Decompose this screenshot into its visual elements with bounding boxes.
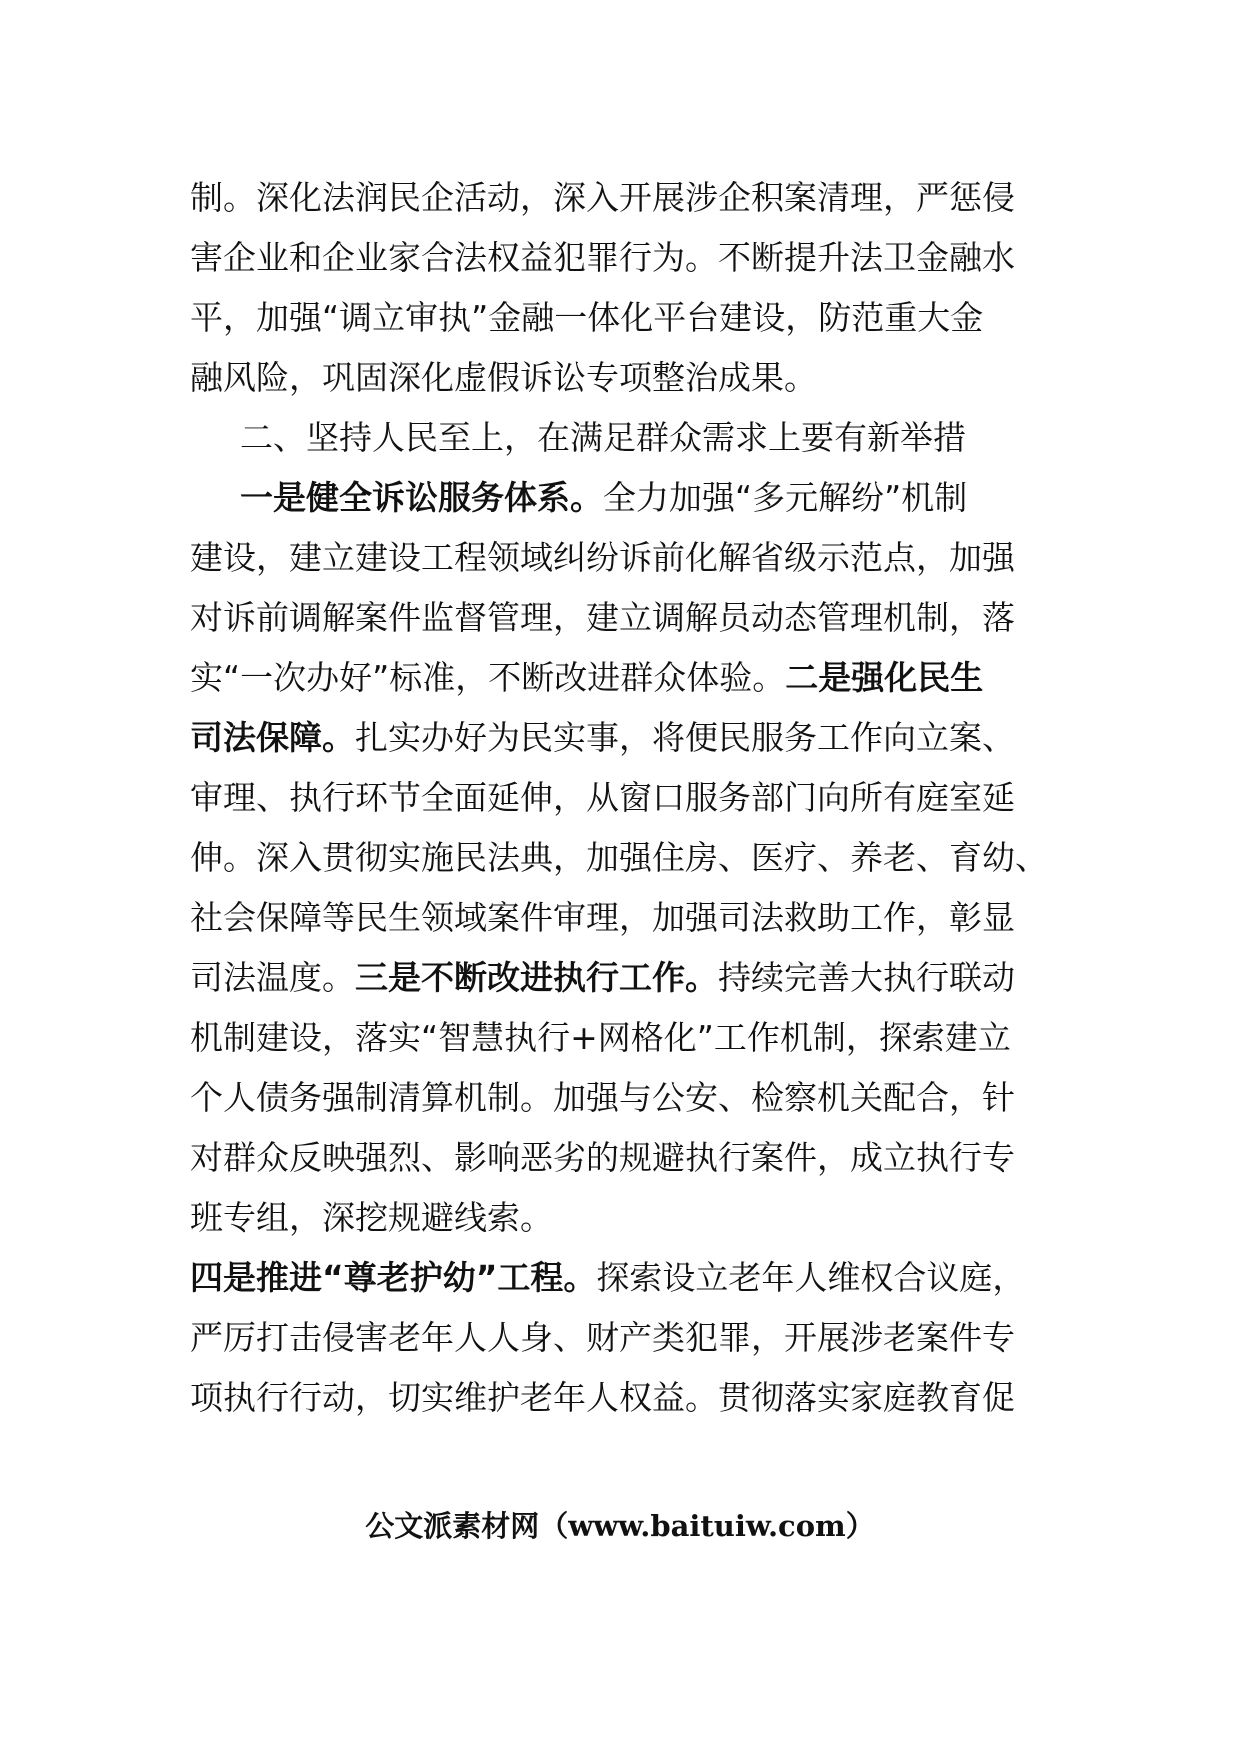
footer-watermark: 公文派素材网（www.baituiw.com） — [365, 1509, 875, 1543]
body-line: 对诉前调解案件监督管理，建立调解员动态管理机制，落 — [190, 598, 1015, 637]
body-line: 班专组，深挖规避线索。 — [190, 1198, 553, 1237]
body-line — [190, 656, 1070, 700]
body-line — [240, 476, 1070, 520]
bold-lead: 司法保障。 — [190, 718, 355, 757]
body-line: 伸。深入贯彻实施民法典，加强住房、医疗、养老、育幼、 — [190, 838, 1048, 877]
body-line: 个人债务强制清算机制。加强与公安、检察机关配合，针 — [190, 1078, 1015, 1117]
body-line: 机制建设，落实“智慧执行+网格化”工作机制，探索建立 — [190, 1018, 1011, 1057]
body-text: 实“一次办好”标准，不断改进群众体验。 — [190, 658, 786, 697]
bold-lead: 三是不断改进执行工作。 — [355, 958, 718, 997]
body-line: 社会保障等民生领域案件审理，加强司法救助工作，彰显 — [190, 898, 1015, 937]
bold-lead: 一是健全诉讼服务体系。 — [240, 478, 603, 517]
body-line: 建设，建立建设工程领域纠纷诉前化解省级示范点，加强 — [190, 538, 1015, 577]
body-line: 融风险，巩固深化虚假诉讼专项整治成果。 — [190, 358, 817, 397]
bold-lead: 二是强化民生 — [785, 658, 984, 697]
body-line: 害企业和企业家合法权益犯罪行为。不断提升法卫金融水 — [190, 238, 1015, 277]
bold-lead: 四是推进“尊老护幼”工程。 — [190, 1258, 597, 1297]
body-line: 审理、执行环节全面延伸，从窗口服务部门向所有庭室延 — [190, 778, 1015, 817]
body-text: 扎实办好为民实事，将便民服务工作向立案、 — [355, 718, 1015, 757]
body-line: 制。深化法润民企活动，深入开展涉企积案清理，严惩侵 — [190, 178, 1015, 217]
body-line: 对群众反映强烈、影响恶劣的规避执行案件，成立执行专 — [190, 1138, 1015, 1177]
body-text: 司法温度。 — [190, 958, 355, 997]
body-line — [190, 956, 1070, 1000]
body-line: 项执行行动，切实维护老年人权益。贯彻落实家庭教育促 — [190, 1378, 1015, 1417]
body-line — [190, 1256, 1070, 1300]
body-text: 探索设立老年人维权合议庭， — [596, 1258, 1026, 1297]
body-text: 全力加强“多元解纷”机制 — [603, 478, 968, 517]
section-heading: 二、坚持人民至上，在满足群众需求上要有新举措 — [240, 418, 966, 457]
body-line — [190, 716, 1070, 760]
body-line: 严厉打击侵害老年人人身、财产类犯罪，开展涉老案件专 — [190, 1318, 1015, 1357]
body-line: 平，加强“调立审执”金融一体化平台建设，防范重大金 — [190, 298, 984, 337]
body-text: 持续完善大执行联动 — [718, 958, 1015, 997]
